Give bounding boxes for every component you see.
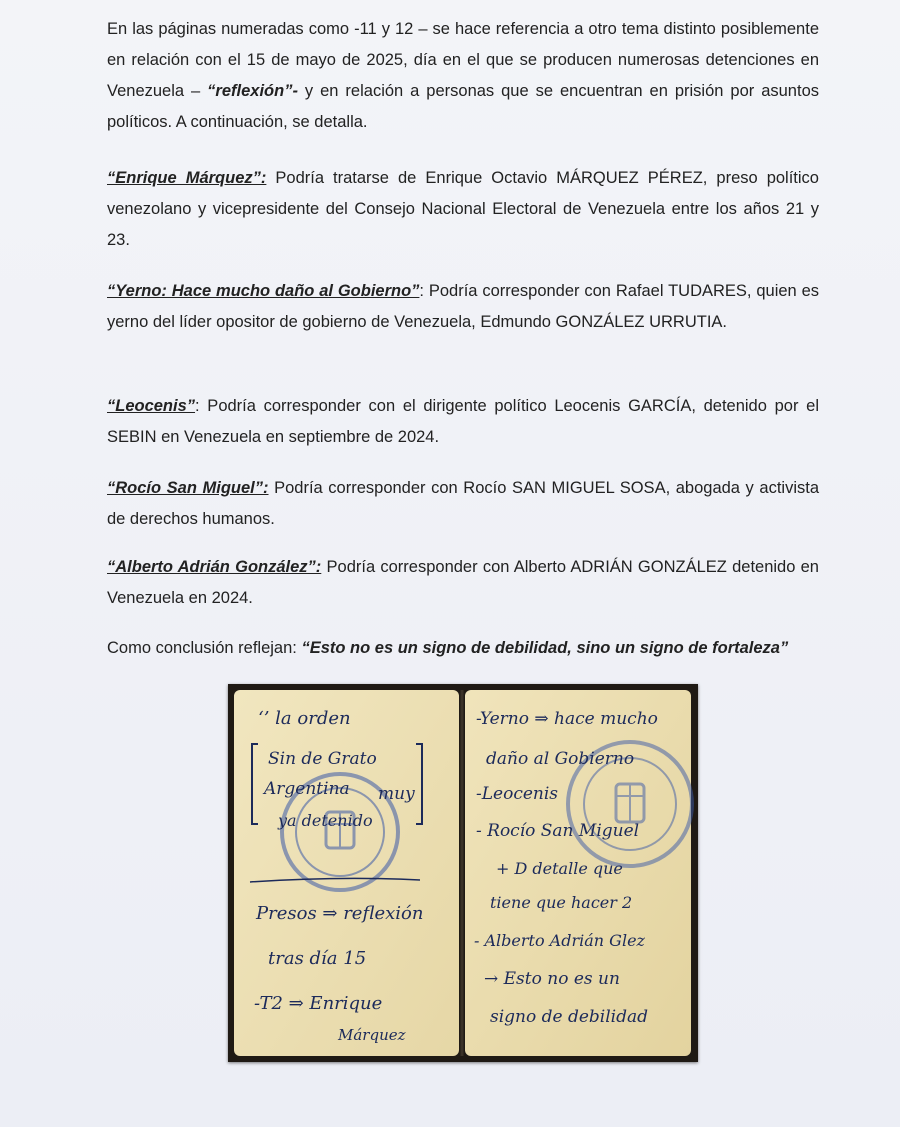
enrique-term: “Enrique Márquez”: bbox=[107, 169, 267, 187]
rocio-text: Podría corresponder con Rocío SAN MIGUEL SOSA, abogada y activista de derechos humanos. bbox=[107, 479, 819, 528]
hw-left-6: Presos ⇒ reflexión bbox=[256, 903, 424, 924]
notebook-svg bbox=[228, 684, 698, 1062]
rocio-term: “Rocío San Miguel”: bbox=[107, 479, 269, 497]
hw-right-7: - Alberto Adrián Glez bbox=[474, 931, 645, 950]
hw-right-1: -Yerno ⇒ hace mucho bbox=[476, 709, 658, 729]
intro-text-end: y en relación a personas que se encuentran en prisión por asuntos políticos. A continuación, se detalla. bbox=[107, 82, 819, 131]
hw-left-3: Argentina bbox=[264, 779, 350, 799]
yerno-text: : Podría corresponder con Rafael TUDARES, quien es yerno del líder opositor de gobierno de Venezuela, Edmundo GONZÁLEZ URRUTIA. bbox=[107, 282, 819, 331]
intro-paragraph bbox=[107, 14, 819, 138]
enrique-text: Podría tratarse de Enrique Octavio MÁRQUEZ PÉREZ, preso político venezolano y vicepresidente del Consejo Nacional Electoral de Venezuela entre los años 21 y 23. bbox=[107, 169, 819, 249]
hw-left-8: -T2 ⇒ Enrique bbox=[254, 993, 383, 1014]
alberto-term: “Alberto Adrián González”: bbox=[107, 558, 322, 576]
hw-right-5: + D detalle que bbox=[496, 859, 623, 878]
hw-left-2: Sin de Grato bbox=[268, 749, 377, 769]
enrique-paragraph bbox=[107, 163, 819, 256]
hw-left-4: muy bbox=[378, 784, 415, 804]
hw-right-4: - Rocío San Miguel bbox=[476, 821, 640, 841]
hw-left-9: Márquez bbox=[338, 1026, 406, 1044]
hw-right-9: signo de debilidad bbox=[490, 1007, 649, 1027]
hw-right-3: -Leocenis bbox=[476, 784, 559, 804]
yerno-term: “Yerno: Hace mucho daño al Gobierno” bbox=[107, 282, 420, 300]
leocenis-paragraph bbox=[107, 391, 819, 453]
hw-left-1: ‘’ la orden bbox=[258, 708, 351, 729]
hw-left-5: ya detenido bbox=[278, 811, 373, 830]
notebook-photo bbox=[228, 684, 698, 1062]
yerno-paragraph bbox=[107, 276, 819, 338]
reflexion-emphasis: “reflexión”- bbox=[207, 82, 298, 100]
conclusion-quote: “Esto no es un signo de debilidad, sino un signo de fortaleza” bbox=[301, 639, 789, 657]
conclusion-paragraph bbox=[107, 633, 819, 664]
leocenis-text: : Podría corresponder con el dirigente político Leocenis GARCÍA, detenido por el SEBIN en Venezuela en septiembre de 2024. bbox=[107, 397, 819, 446]
conclusion-text: Como conclusión reflejan: bbox=[107, 639, 302, 657]
hw-right-8: → Esto no es un bbox=[484, 969, 620, 989]
hw-right-2: daño al Gobierno bbox=[486, 749, 635, 769]
intro-text: En las páginas numeradas como -11 y 12 – se hace referencia a otro tema distinto posiblemente en relación con el 15 de mayo de 2025, día en el que se producen numerosas detenciones en Venezuela – bbox=[107, 20, 819, 100]
alberto-paragraph bbox=[107, 552, 819, 614]
rocio-paragraph bbox=[107, 473, 819, 535]
leocenis-term: “Leocenis” bbox=[107, 397, 196, 415]
alberto-text: Podría corresponder con Alberto ADRIÁN GONZÁLEZ detenido en Venezuela en 2024. bbox=[107, 558, 819, 607]
hw-right-6: tiene que hacer 2 bbox=[490, 893, 633, 912]
hw-left-7: tras día 15 bbox=[268, 948, 367, 969]
